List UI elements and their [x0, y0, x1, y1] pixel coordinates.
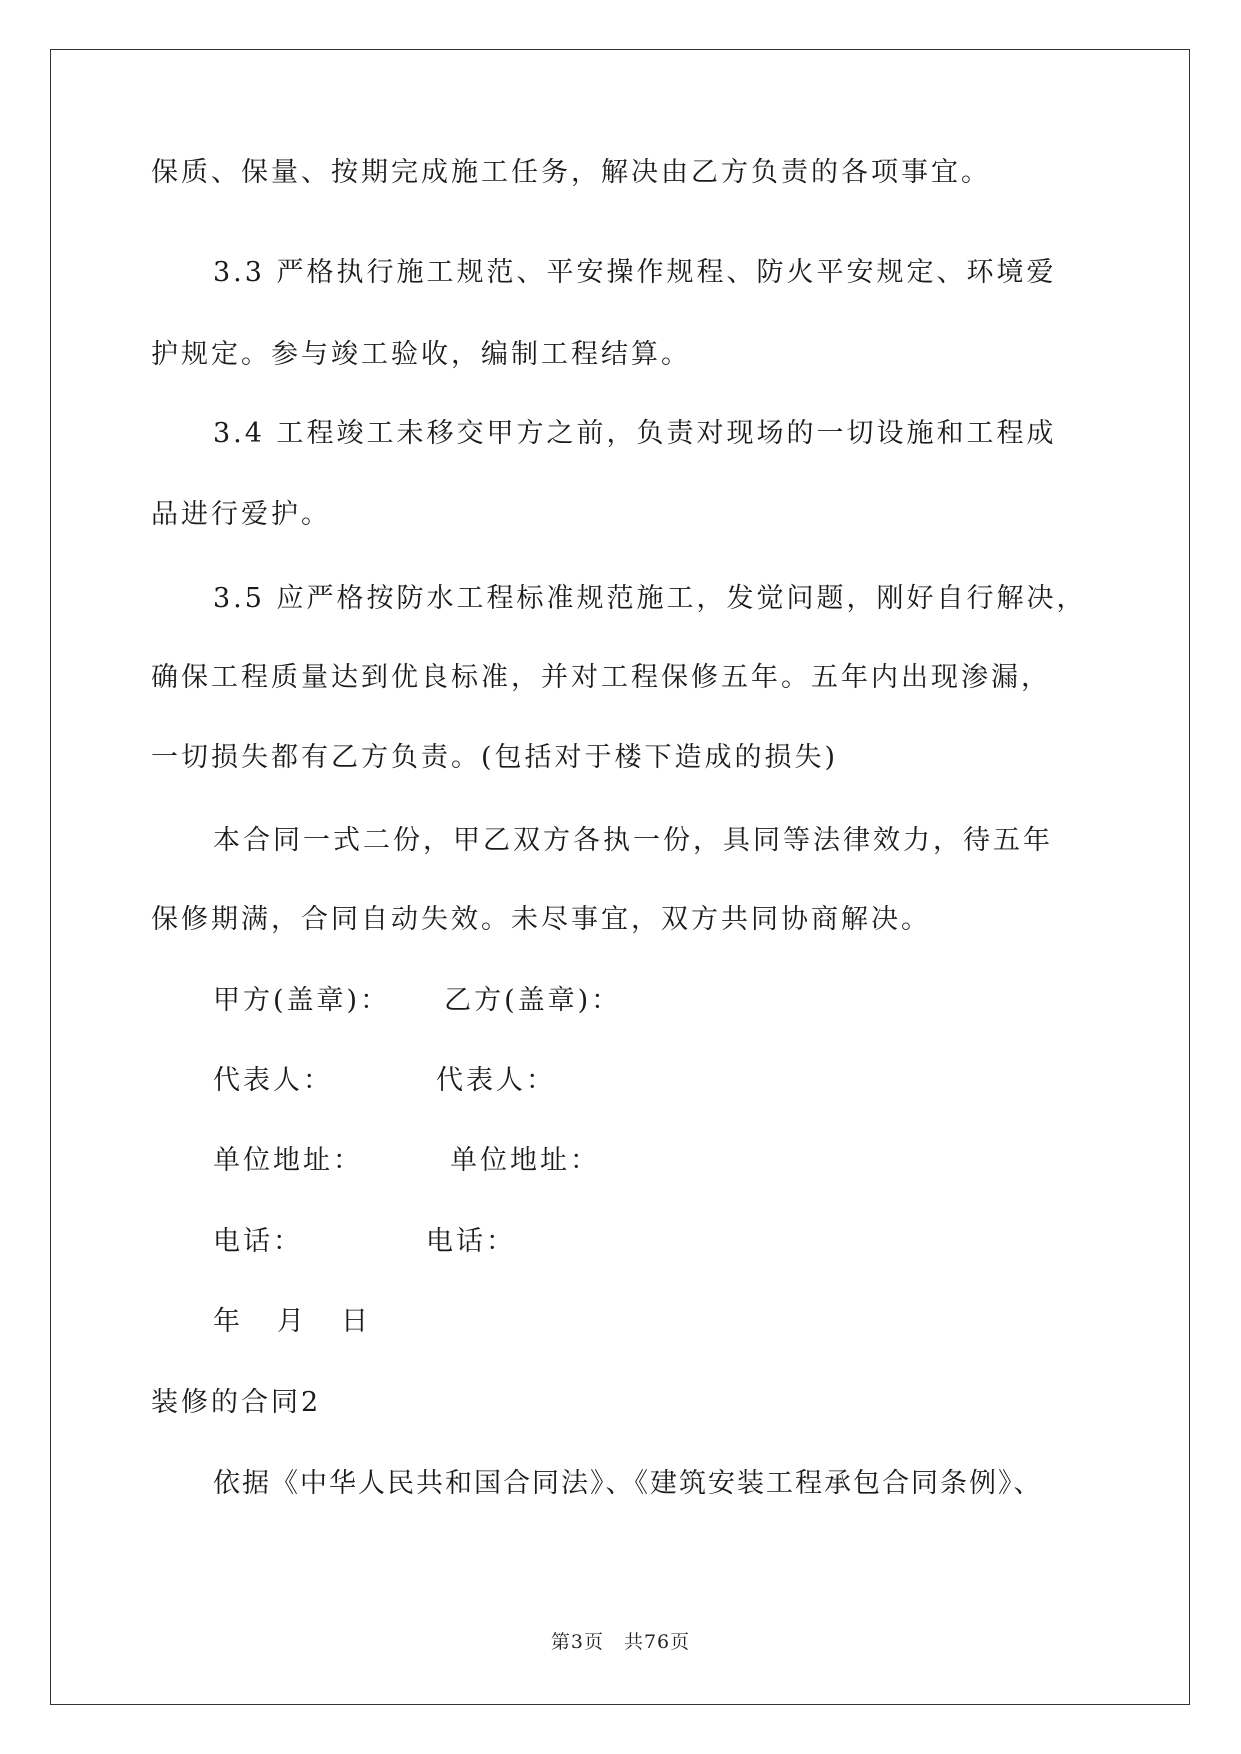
party-b-seal-label: 乙方(盖章)：	[444, 985, 622, 1016]
signature-date-row	[213, 1304, 371, 1340]
party-a-phone-label: 电话：	[213, 1226, 303, 1257]
signature-phone-row	[213, 1224, 516, 1260]
paragraph-line: 依据《中华人民共和国合同法》、《建筑安装工程承包合同条例》、	[213, 1468, 1043, 1499]
date-day-label: 日	[341, 1306, 371, 1337]
paragraph-line: 一切损失都有乙方负责。(包括对于楼下造成的损失)	[151, 742, 839, 773]
party-b-rep-label: 代表人：	[436, 1065, 556, 1096]
party-a-seal-label: 甲方(盖章)：	[213, 985, 391, 1016]
party-a-address-label: 单位地址：	[213, 1145, 363, 1176]
paragraph-line: 3.5 应严格按防水工程标准规范施工，发觉问题，刚好自行解决，	[213, 583, 1087, 614]
paragraph-line: 保修期满，合同自动失效。未尽事宜，双方共同协商解决。	[151, 904, 931, 935]
paragraph-line: 品进行爱护。	[151, 499, 331, 530]
paragraph-line: 3.3 严格执行施工规范、平安操作规程、防火平安规定、环境爱	[213, 257, 1057, 288]
signature-rep-row	[213, 1063, 556, 1099]
party-a-rep-label: 代表人：	[213, 1065, 333, 1096]
section-heading: 装修的合同2	[151, 1387, 322, 1418]
page-number-footer: 第3页 共76页	[550, 1631, 691, 1653]
signature-address-row	[213, 1143, 600, 1179]
date-month-label: 月	[277, 1306, 307, 1337]
signature-seal-row	[213, 983, 621, 1019]
date-year-label: 年	[213, 1306, 243, 1337]
page-border	[50, 49, 1190, 1705]
paragraph-line: 护规定。参与竣工验收，编制工程结算。	[151, 339, 691, 370]
party-b-address-label: 单位地址：	[450, 1145, 600, 1176]
paragraph-line: 3.4 工程竣工未移交甲方之前，负责对现场的一切设施和工程成	[213, 418, 1057, 449]
paragraph-line: 确保工程质量达到优良标准，并对工程保修五年。五年内出现渗漏，	[151, 662, 1051, 693]
party-b-phone-label: 电话：	[426, 1226, 516, 1257]
paragraph-line: 本合同一式二份，甲乙双方各执一份，具同等法律效力，待五年	[213, 825, 1053, 856]
paragraph-line: 保质、保量、按期完成施工任务，解决由乙方负责的各项事宜。	[151, 157, 991, 188]
